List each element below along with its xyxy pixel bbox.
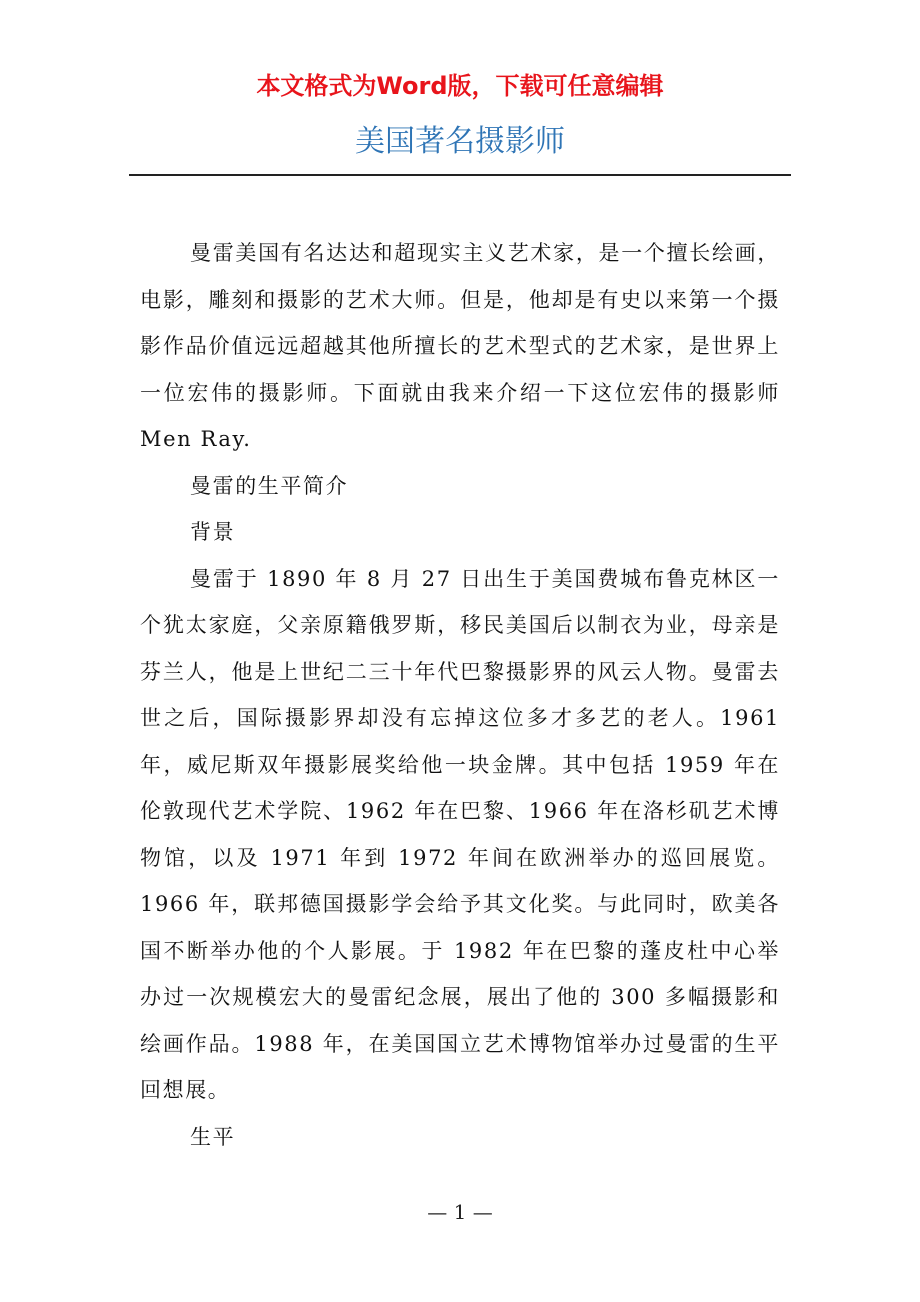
- page-number: — 1 —: [427, 1200, 493, 1224]
- document-body: [140, 230, 780, 1160]
- subheading-background: 背景: [190, 520, 236, 544]
- section-heading-biography: 曼雷的生平简介: [190, 473, 349, 498]
- subheading-life: 生平: [190, 1124, 236, 1149]
- format-notice: 本文格式为Word版，下载可任意编辑: [256, 72, 664, 100]
- title-divider: [129, 174, 791, 176]
- intro-paragraph: 曼雷美国有名达达和超现实主义艺术家，是一个擅长绘画，电影，雕刻和摄影的艺术大师。但是，他却是有史以来第一个摄影作品价值远远超越其他所擅长的艺术型式的艺术家，是世界上一位宏伟的摄影师。下面就由我来介绍一下这位宏伟的摄影师 Men Ray.: [140, 241, 780, 451]
- document-title: 美国著名摄影师: [355, 124, 565, 159]
- background-paragraph: 曼雷于 1890 年 8 月 27 日出生于美国费城布鲁克林区一个犹太家庭，父亲原籍俄罗斯，移民美国后以制衣为业，母亲是 芬兰人，他是上世纪二三十年代巴黎摄影界的风云人物。曼雷去世之后，国际摄影界却没有忘掉这位多才多艺的老人。1961 年，威尼斯双年摄影展奖给他一块金牌。其中包括 1959 年在伦敦现代艺术学院、1962 年在巴黎、1966 年在洛杉矶艺术博物馆，以及 1971 年到 1972 年间在欧洲举办的巡回展览。1966 年，联邦德国摄影学会给予其文化奖。与此同时，欧美各国不断举办他的个人影展。于 1982 年在巴黎的蓬皮杜中心举办过一次规模宏大的曼雷纪念展，展出了他的 300 多幅摄影和绘画作品。1988 年，在美国国立艺术博物馆举办过曼雷的生平回想展。: [140, 566, 780, 1102]
